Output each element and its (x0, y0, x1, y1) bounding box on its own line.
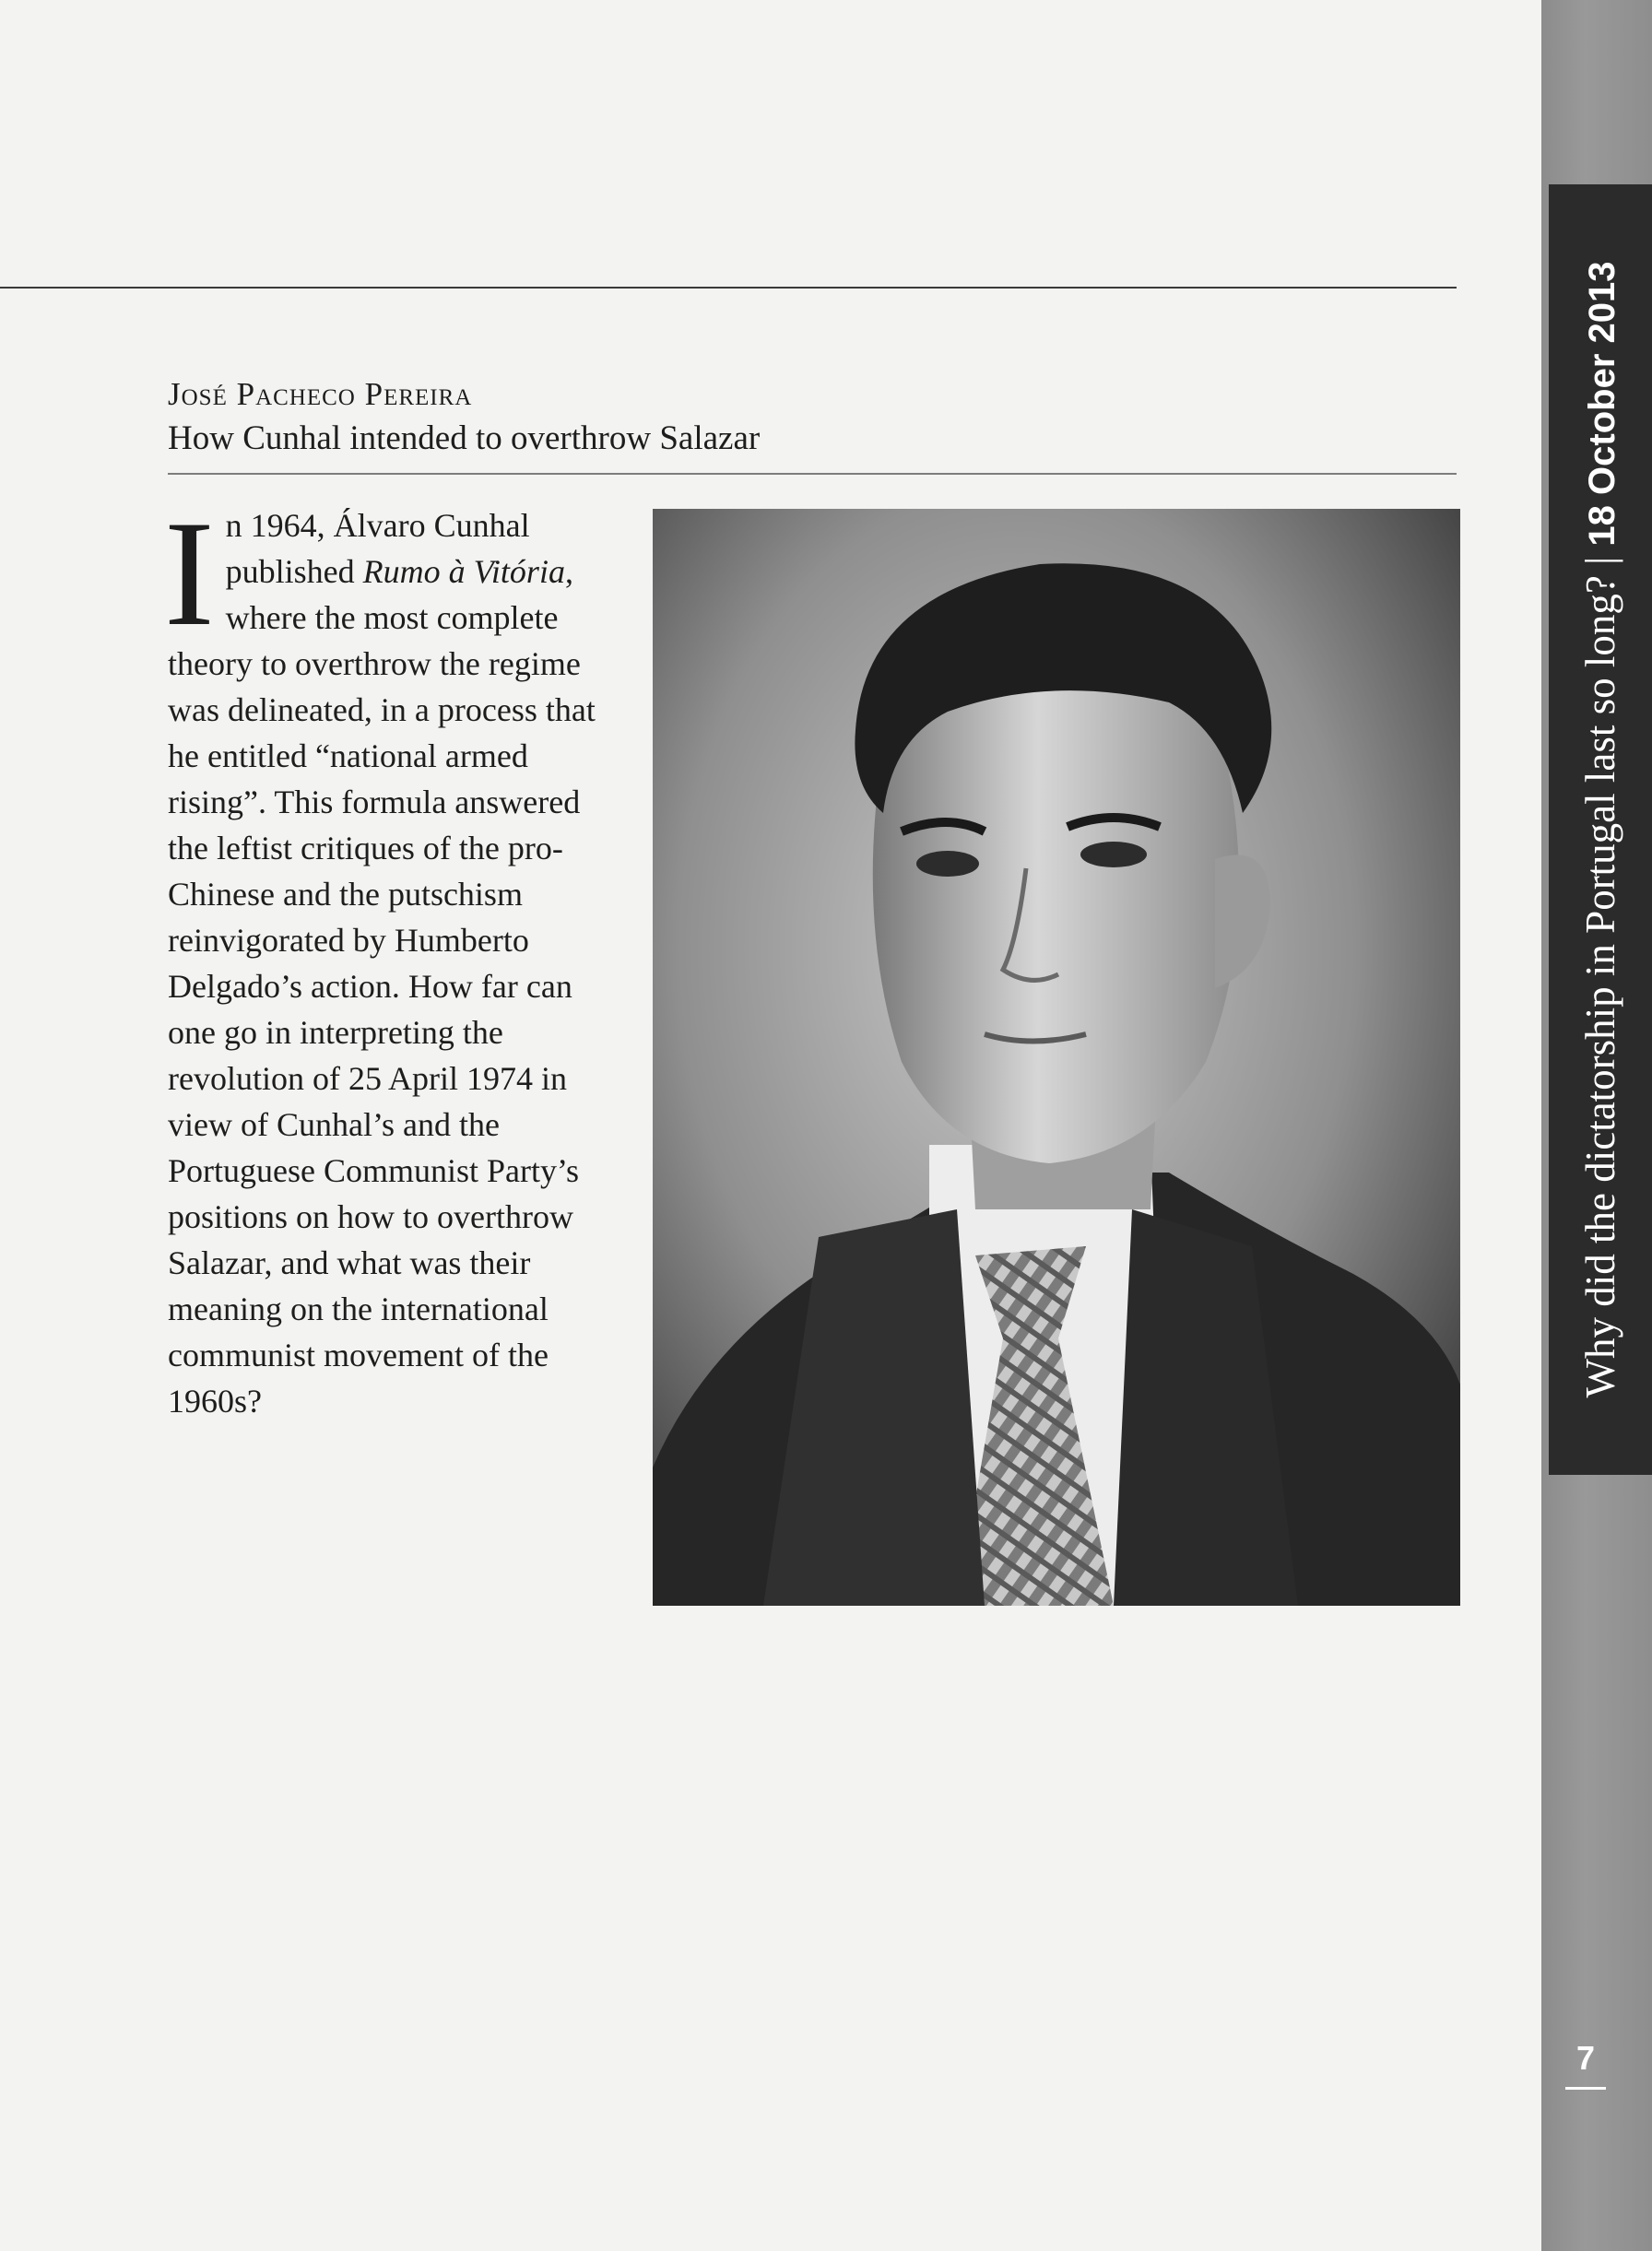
abstract-text-1: n 1964, Álvaro Cunhal published (225, 507, 530, 590)
book-title: Rumo à Vitória (362, 553, 565, 590)
article-header (168, 373, 1458, 462)
article-title: How Cunhal intended to overthrow Salazar (168, 419, 761, 457)
portrait-photo (653, 509, 1460, 1606)
article-abstract (164, 490, 601, 1424)
page-number: 7 (1575, 2039, 1596, 2077)
sidebar-running-title (1559, 184, 1642, 1475)
drop-cap: I (164, 490, 215, 657)
title-rule (168, 473, 1457, 475)
running-date: 18 October 2013 (1582, 261, 1622, 547)
page-number-rule (1565, 2087, 1606, 2090)
top-rule (0, 287, 1457, 289)
running-title-separator: | (1577, 556, 1623, 565)
author-name: José Pacheco Pereira (168, 376, 473, 412)
abstract-text-2: , where the most complete theory to overthrow the regime was delineated, in a process that he entitled “national armed rising”. This formula answered the leftist critiques of the pro-Chinese and the putschism reinvigorated by Humberto Delgado’s action. How far can one go in interpreting the revolution of 25 April 1974 in view of Cunhal’s and the Portuguese Communist Party’s positions on how to overthrow Salazar, and what was their meaning on the international communist movement of the 1960s? (168, 553, 596, 1420)
running-title: Why did the dictatorship in Portugal last so long? (1577, 575, 1623, 1398)
